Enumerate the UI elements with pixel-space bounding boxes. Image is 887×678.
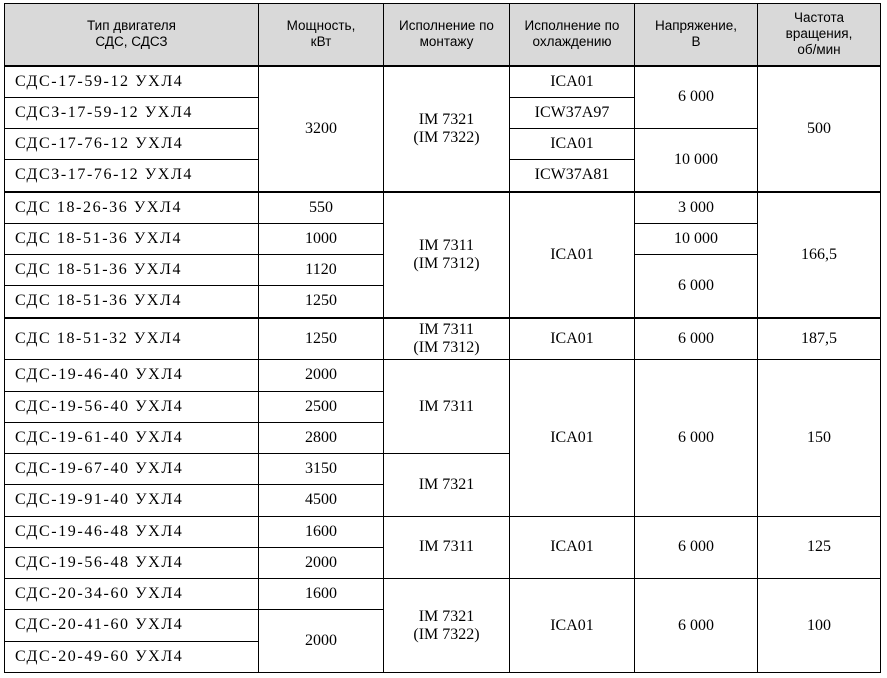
voltage-cell: 10 000 bbox=[635, 129, 758, 192]
power-cell: 2800 bbox=[259, 422, 384, 453]
model-cell: СДС-19-67-40 УХЛ4 bbox=[5, 454, 259, 485]
power-cell: 2500 bbox=[259, 391, 384, 422]
power-cell: 1600 bbox=[259, 516, 384, 547]
power-cell: 1600 bbox=[259, 579, 384, 610]
voltage-cell: 6 000 bbox=[635, 579, 758, 673]
speed-cell: 500 bbox=[758, 66, 881, 192]
header-motor-type: Тип двигателя СДС, СДСЗ bbox=[5, 4, 259, 66]
voltage-cell: 6 000 bbox=[635, 318, 758, 360]
cooling-cell: ICA01 bbox=[510, 318, 635, 360]
model-cell: СДС-19-56-40 УХЛ4 bbox=[5, 391, 259, 422]
cooling-cell: ICA01 bbox=[510, 579, 635, 673]
mounting-cell: IM 7311 (IM 7312) bbox=[384, 318, 510, 360]
header-row bbox=[5, 4, 881, 66]
motor-specs-table bbox=[4, 3, 881, 673]
header-cooling: Исполнение по охлаждению bbox=[510, 4, 635, 66]
model-cell: СДС 18-51-36 УХЛ4 bbox=[5, 286, 259, 318]
power-cell: 550 bbox=[259, 192, 384, 224]
model-cell: СДС-19-56-48 УХЛ4 bbox=[5, 547, 259, 578]
model-cell: СДС-20-34-60 УХЛ4 bbox=[5, 579, 259, 610]
header-voltage: Напряжение, В bbox=[635, 4, 758, 66]
voltage-cell: 3 000 bbox=[635, 192, 758, 224]
voltage-cell: 10 000 bbox=[635, 223, 758, 254]
mounting-cell: IM 7321 (IM 7322) bbox=[384, 579, 510, 673]
table-row bbox=[5, 66, 881, 98]
model-cell: СДС 18-51-36 УХЛ4 bbox=[5, 223, 259, 254]
cooling-cell: ICA01 bbox=[510, 516, 635, 579]
model-cell: СДСЗ-17-59-12 УХЛ4 bbox=[5, 97, 259, 128]
voltage-cell: 6 000 bbox=[635, 255, 758, 318]
speed-cell: 125 bbox=[758, 516, 881, 579]
voltage-cell: 6 000 bbox=[635, 360, 758, 516]
power-cell: 1250 bbox=[259, 286, 384, 318]
cooling-cell: ICA01 bbox=[510, 360, 635, 516]
cooling-cell: ICA01 bbox=[510, 129, 635, 160]
speed-cell: 187,5 bbox=[758, 318, 881, 360]
mounting-cell: IM 7321 (IM 7322) bbox=[384, 66, 510, 192]
model-cell: СДС-19-61-40 УХЛ4 bbox=[5, 422, 259, 453]
power-cell: 1000 bbox=[259, 223, 384, 254]
power-cell: 3200 bbox=[259, 66, 384, 192]
mounting-cell: IM 7311 (IM 7312) bbox=[384, 192, 510, 318]
speed-cell: 166,5 bbox=[758, 192, 881, 318]
power-cell: 1250 bbox=[259, 318, 384, 360]
model-cell: СДС-19-46-48 УХЛ4 bbox=[5, 516, 259, 547]
power-cell: 2000 bbox=[259, 547, 384, 578]
cooling-cell: ICA01 bbox=[510, 192, 635, 318]
model-cell: СДС 18-26-36 УХЛ4 bbox=[5, 192, 259, 224]
voltage-cell: 6 000 bbox=[635, 516, 758, 579]
model-cell: СДС-17-76-12 УХЛ4 bbox=[5, 129, 259, 160]
model-cell: СДС-19-91-40 УХЛ4 bbox=[5, 485, 259, 516]
power-cell: 2000 bbox=[259, 360, 384, 391]
power-cell: 3150 bbox=[259, 454, 384, 485]
voltage-cell: 6 000 bbox=[635, 66, 758, 129]
speed-cell: 150 bbox=[758, 360, 881, 516]
power-cell: 1120 bbox=[259, 255, 384, 286]
table-row bbox=[5, 360, 881, 391]
cooling-cell: ICA01 bbox=[510, 66, 635, 98]
model-cell: СДС-19-46-40 УХЛ4 bbox=[5, 360, 259, 391]
cooling-cell: ICW37A81 bbox=[510, 160, 635, 192]
header-power: Мощность, кВт bbox=[259, 4, 384, 66]
model-cell: СДС-20-49-60 УХЛ4 bbox=[5, 641, 259, 672]
cooling-cell: ICW37A97 bbox=[510, 97, 635, 128]
mounting-cell: IM 7311 bbox=[384, 516, 510, 579]
model-cell: СДС-17-59-12 УХЛ4 bbox=[5, 66, 259, 98]
power-cell: 2000 bbox=[259, 610, 384, 673]
power-cell: 4500 bbox=[259, 485, 384, 516]
mounting-cell: IM 7321 bbox=[384, 454, 510, 517]
model-cell: СДС 18-51-36 УХЛ4 bbox=[5, 255, 259, 286]
model-cell: СДС 18-51-32 УХЛ4 bbox=[5, 318, 259, 360]
header-mounting: Исполнение по монтажу bbox=[384, 4, 510, 66]
mounting-cell: IM 7311 bbox=[384, 360, 510, 454]
table-row bbox=[5, 516, 881, 547]
table-row bbox=[5, 318, 881, 360]
table-row bbox=[5, 579, 881, 610]
model-cell: СДСЗ-17-76-12 УХЛ4 bbox=[5, 160, 259, 192]
header-speed: Частота вращения, об/мин bbox=[758, 4, 881, 66]
table-row bbox=[5, 192, 881, 224]
speed-cell: 100 bbox=[758, 579, 881, 673]
model-cell: СДС-20-41-60 УХЛ4 bbox=[5, 610, 259, 641]
